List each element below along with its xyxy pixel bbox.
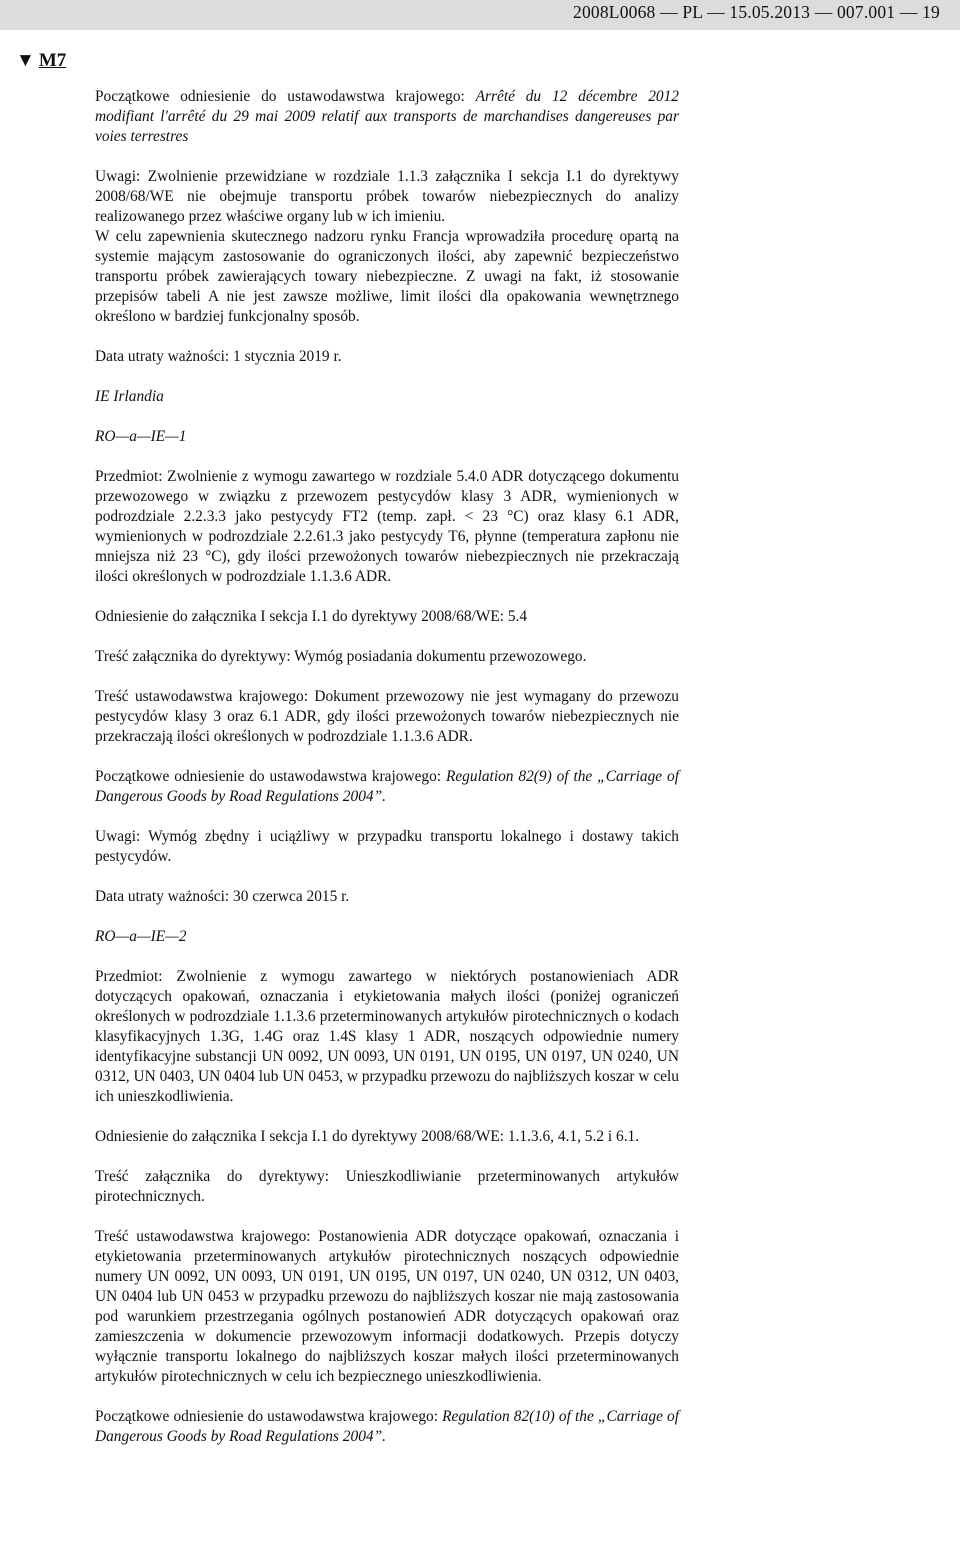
expiry-date: Data utraty ważności: 30 czerwca 2015 r. bbox=[95, 888, 350, 905]
subject-paragraph: Przedmiot: Zwolnienie z wymogu zawartego w rozdziale 5.4.0 ADR dotyczącego dokumentu przewozowego w związku z przewozem pestycydów klasy 3 ADR, wymienionych w podrozdziale 2.2.3.3 jako pestycydy FT2 (temp. zapł. < 23 °C) oraz klasy 6.1 ADR, wymienionych w podrozdziale 2.2.61.3 jako pestycydy T6, płynne (temperatura zapłonu nie mniejsza niż 23 °C), gdy ilości przewożonych towarów niebezpiecznych nie przekraczają ilości określonych w podrozdziale 1.1.3.6 ADR. bbox=[95, 468, 679, 585]
annex-content: Treść załącznika do dyrektywy: Wymóg posiadania dokumentu przewozowego. bbox=[95, 648, 587, 665]
triangle-down-icon: ▼ bbox=[16, 50, 35, 71]
national-law-content: Treść ustawodawstwa krajowego: Dokument przewozowy nie jest wymagany do przewozu pestycydów klasy 3 oraz 6.1 ADR, gdy ilości przewożonych towarów niebezpiecznych nie przekraczają ilości określonych w podrozdziale 1.1.3.6 ADR. bbox=[95, 688, 679, 745]
amendment-marker bbox=[16, 50, 66, 72]
initial-reference-ie-2 bbox=[95, 1407, 679, 1447]
initial-reference-fr bbox=[95, 87, 679, 147]
national-law-content: Treść ustawodawstwa krajowego: Postanowienia ADR dotyczące opakowań, oznaczania i etykietowania przeterminowanych artykułów pirotechnicznych noszących odpowiednie numery UN 0092, UN 0093, UN 0191, UN 0195, UN 0197, UN 0240, UN 0312, UN 0403, UN 0404 lub UN 0453 w przypadku przewozu do najbliższych koszar nie mają zastosowania pod warunkiem przestrzegania ogólnych postanowień ADR dotyczących opakowań oraz zamieszczenia w dokumencie przewozowym informacji dodatkowych. Przepis dotyczy wyłącznie transportu lokalnego do najbliższych koszar małych ilości przeterminowanych artykułów pirotechnicznych w celu ich bezpiecznego unieszkodliwienia. bbox=[95, 1228, 679, 1385]
annex-reference: Odniesienie do załącznika I sekcja I.1 do dyrektywy 2008/68/WE: 5.4 bbox=[95, 608, 528, 625]
expiry-date: Data utraty ważności: 1 stycznia 2019 r. bbox=[95, 348, 342, 365]
reference-label: Początkowe odniesienie do ustawodawstwa krajowego: bbox=[95, 1408, 443, 1425]
amendment-code: M7 bbox=[38, 50, 67, 71]
reference-title: Regulation 82(9) of the „Carriage of Dangerous Goods by Road Regulations 2004”. bbox=[95, 768, 679, 805]
reference-title: Regulation 82(10) of the „Carriage of Dangerous Goods by Road Regulations 2004”. bbox=[95, 1408, 679, 1445]
country-heading: IE Irlandia bbox=[95, 388, 164, 405]
subject-paragraph: Przedmiot: Zwolnienie z wymogu zawartego w niektórych postanowieniach ADR dotyczących opakowań, oznaczania i etykietowania małych ilości (poniżej ograniczeń określonych w podrozdziale 1.1.3.6 przeterminowanych artykułów pirotechnicznych o kodach klasyfikacyjnych 1.3G, 1.4G oraz 1.4S klasy 1 ADR, noszących odpowiednie numery identyfikacyjne substancji UN 0092, UN 0093, UN 0191, UN 0195, UN 0197, UN 0240, UN 0312, UN 0403, UN 0404 lub UN 0453, w przypadku przewozu do najbliższych koszar w celu ich unieszkodliwienia. bbox=[95, 968, 679, 1105]
initial-reference-ie-1 bbox=[95, 767, 679, 807]
document-header bbox=[0, 0, 960, 30]
reference-label: Początkowe odniesienie do ustawodawstwa krajowego: bbox=[95, 88, 476, 105]
reference-title: Arrêté du 12 décembre 2012 modifiant l'arrêté du 29 mai 2009 relatif aux transports de marchandises dangereuses par voies terrestres bbox=[95, 88, 679, 145]
reference-label: Początkowe odniesienie do ustawodawstwa krajowego: bbox=[95, 768, 446, 785]
document-body bbox=[95, 87, 679, 1467]
annex-content: Treść załącznika do dyrektywy: Unieszkodliwianie przeterminowanych artykułów pirotechnicznych. bbox=[95, 1168, 679, 1205]
annex-reference: Odniesienie do załącznika I sekcja I.1 do dyrektywy 2008/68/WE: 1.1.3.6, 4.1, 5.2 i 6.1. bbox=[95, 1128, 640, 1145]
header-reference: 2008L0068 — PL — 15.05.2013 — 007.001 — 19 bbox=[573, 2, 940, 22]
remarks-paragraph: Uwagi: Zwolnienie przewidziane w rozdziale 1.1.3 załącznika I sekcja I.1 do dyrektywy 2008/68/WE nie obejmuje transportu próbek towarów niebezpiecznych do analizy realizowanego przez właściwe organy lub w ich imieniu. bbox=[95, 168, 679, 225]
remarks-paragraph: Uwagi: Wymóg zbędny i uciążliwy w przypadku transportu lokalnego i dostawy takich pestycydów. bbox=[95, 828, 679, 865]
derogation-id: RO—a—IE—2 bbox=[95, 928, 187, 945]
remarks-continuation: W celu zapewnienia skutecznego nadzoru rynku Francja wprowadziła procedurę opartą na systemie mającym zastosowanie do ograniczonych ilości, aby zapewnić bezpieczeństwo transportu próbek zawierających towary niebezpieczne. Z uwagi na fakt, iż stosowanie przepisów tabeli A nie jest zawsze możliwe, limit ilości dla opakowania wewnętrznego określono w bardziej funkcjonalny sposób. bbox=[95, 228, 679, 325]
derogation-id: RO—a—IE—1 bbox=[95, 428, 187, 445]
